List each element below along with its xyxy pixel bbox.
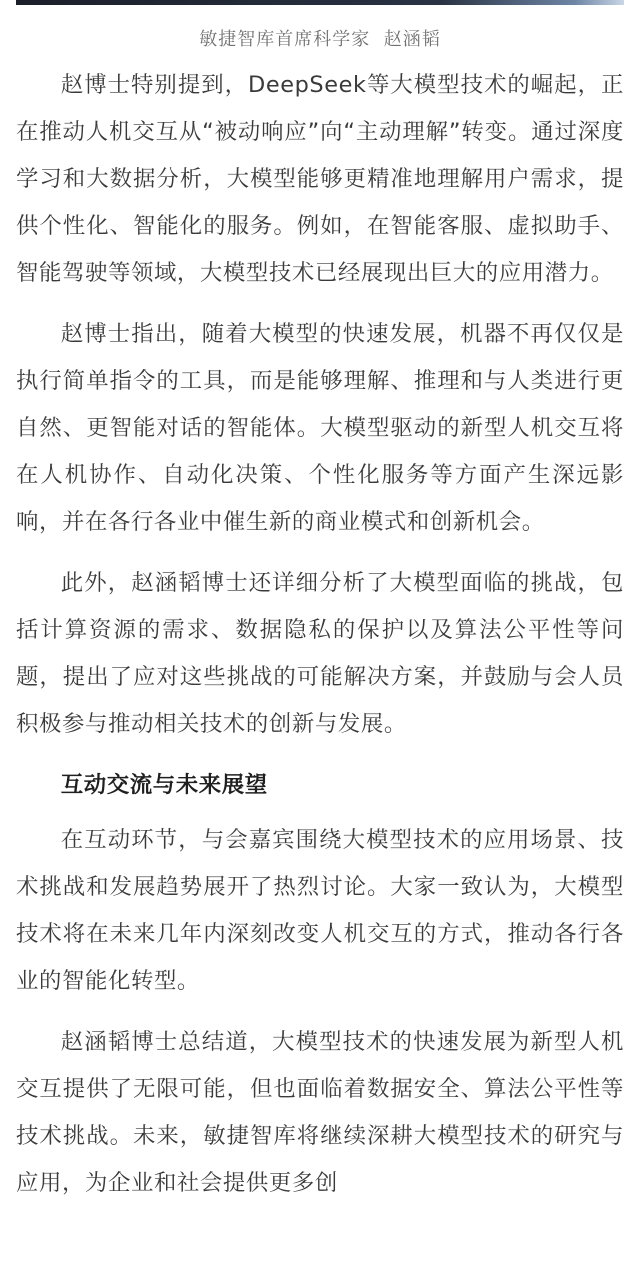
paragraph-4: 在互动环节，与会嘉宾围绕大模型技术的应用场景、技术挑战和发展趋势展开了热烈讨论。大家一致认为，大模型技术将在未来几年内深刻改变人机交互的方式，推动各行各业的智能化转型。 <box>16 827 624 994</box>
paragraph-2: 赵博士指出，随着大模型的快速发展，机器不再仅仅是执行简单指令的工具，而是能够理解、推理和与人类进行更自然、更智能对话的智能体。大模型驱动的新型人机交互将在人机协作、自动化决策、个性化服务等方面产生深远影响，并在各行各业中催生新的商业模式和创新机会。 <box>16 321 624 535</box>
paragraph-3: 此外，赵涵韬博士还详细分析了大模型面临的挑战，包括计算资源的需求、数据隐私的保护以及算法公平性等问题，提出了应对这些挑战的可能解决方案，并鼓励与会人员积极参与推动相关技术的创新与发展。 <box>16 570 624 737</box>
article-photo-bottom-edge <box>16 0 624 5</box>
section-heading: 互动交流与未来展望 <box>60 772 268 798</box>
article-body <box>16 62 624 1221</box>
photo-caption: 敏捷智库首席科学家 赵涵韬 <box>199 29 441 50</box>
paragraph-5: 赵涵韬博士总结道，大模型技术的快速发展为新型人机交互提供了无限可能，但也面临着数据安全、算法公平性等技术挑战。未来，敏捷智库将继续深耕大模型技术的研究与应用，为企业和社会提供更多创 <box>16 1029 624 1196</box>
paragraph-1: 赵博士特别提到，DeepSeek等大模型技术的崛起，正在推动人机交互从“被动响应”向“主动理解”转变。通过深度学习和大数据分析，大模型能够更精准地理解用户需求，提供个性化、智能化的服务。例如，在智能客服、虚拟助手、智能驾驶等领域，大模型技术已经展现出巨大的应用潜力。 <box>16 72 624 286</box>
